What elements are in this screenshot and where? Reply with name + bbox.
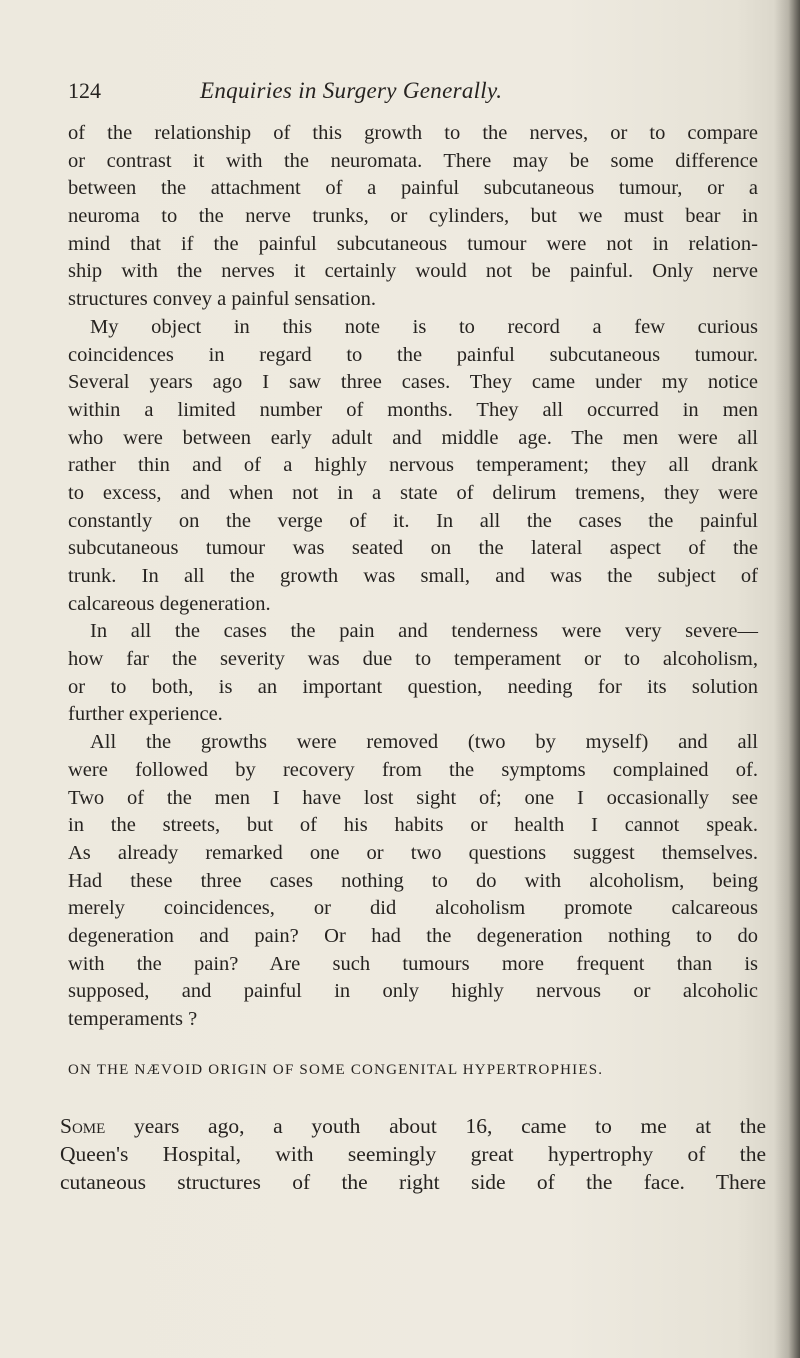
paragraph-5 [60, 1112, 766, 1196]
text-line: My object in this note is to record a few curious [90, 315, 758, 338]
text-fragment: years ago, a youth about 16, came to me at the [105, 1114, 766, 1138]
text-line: of the relationship of this growth to the nerves, or to compare [68, 122, 758, 144]
text-line [60, 1112, 766, 1140]
text-line: cutaneous structures of the right side of the face. There [60, 1170, 766, 1194]
page-number: 124 [68, 78, 101, 103]
small-caps-opening-word: Some [60, 1114, 106, 1138]
text-line: to excess, and when not in a state of delirum tremens, they were [68, 481, 758, 504]
text-line: constantly on the verge of it. In all the cases the painful [68, 509, 758, 532]
paragraph-4 [68, 729, 758, 1034]
text-line: merely coincidences, or did alcoholism promote calcareous [68, 897, 758, 920]
text-line: trunk. In all the growth was small, and was the subject of [68, 565, 758, 587]
text-line: or to both, is an important question, needing for its solution [68, 675, 758, 698]
paragraph-2 [68, 314, 758, 619]
paragraph-3 [68, 618, 758, 729]
text-line: Two of the men I have lost sight of; one I occasionally see [68, 786, 758, 809]
text-line: neuroma to the nerve trunks, or cylinders, but we must bear in [68, 205, 758, 228]
text-line: rather thin and of a highly nervous temperament; they all drank [68, 454, 758, 477]
text-line: All the growths were removed (two by myself) and all [90, 731, 758, 754]
text-line: within a limited number of months. They all occurred in men [68, 398, 758, 421]
section-heading: ON THE NÆVOID ORIGIN OF SOME CONGENITAL HYPERTROPHIES. [68, 1062, 604, 1078]
text-line: supposed, and painful in only highly nervous or alcoholic [68, 980, 758, 1003]
text-line: with the pain? Are such tumours more frequent than is [68, 952, 758, 975]
text-line: subcutaneous tumour was seated on the lateral aspect of the [68, 537, 758, 560]
text-line: Queen's Hospital, with seemingly great hypertrophy of the [60, 1142, 766, 1166]
text-line: or contrast it with the neuromata. There may be some difference [68, 149, 758, 172]
text-line: coincidences in regard to the painful subcutaneous tumour. [68, 343, 758, 366]
page-header [68, 78, 748, 114]
text-line: mind that if the painful subcutaneous tumour were not in relation- [68, 232, 758, 255]
text-line: temperaments ? [68, 1008, 198, 1030]
text-line: As already remarked one or two questions suggest themselves. [68, 841, 758, 864]
text-line: who were between early adult and middle age. The men were all [68, 426, 758, 449]
text-line: Had these three cases nothing to do with alcoholism, being [68, 869, 758, 892]
text-line: degeneration and pain? Or had the degeneration nothing to do [68, 924, 758, 947]
page-edge-shadow [774, 0, 800, 1358]
paragraph-1 [68, 120, 758, 314]
text-line: ship with the nerves it certainly would not be painful. Only nerve [68, 260, 758, 283]
running-head: Enquiries in Surgery Generally. [200, 78, 503, 103]
text-line: calcareous degeneration. [68, 592, 271, 615]
text-line: how far the severity was due to temperament or to alcoholism, [68, 648, 758, 671]
text-line: structures convey a painful sensation. [68, 288, 376, 311]
text-line: in the streets, but of his habits or health I cannot speak. [68, 814, 758, 837]
text-line: In all the cases the pain and tenderness were very severe— [90, 620, 758, 643]
text-line: further experience. [68, 703, 223, 726]
text-line: Several years ago I saw three cases. They came under my notice [68, 371, 758, 394]
text-line: between the attachment of a painful subcutaneous tumour, or a [68, 177, 758, 200]
text-line: were followed by recovery from the symptoms complained of. [68, 758, 758, 781]
body-text [68, 120, 758, 1034]
